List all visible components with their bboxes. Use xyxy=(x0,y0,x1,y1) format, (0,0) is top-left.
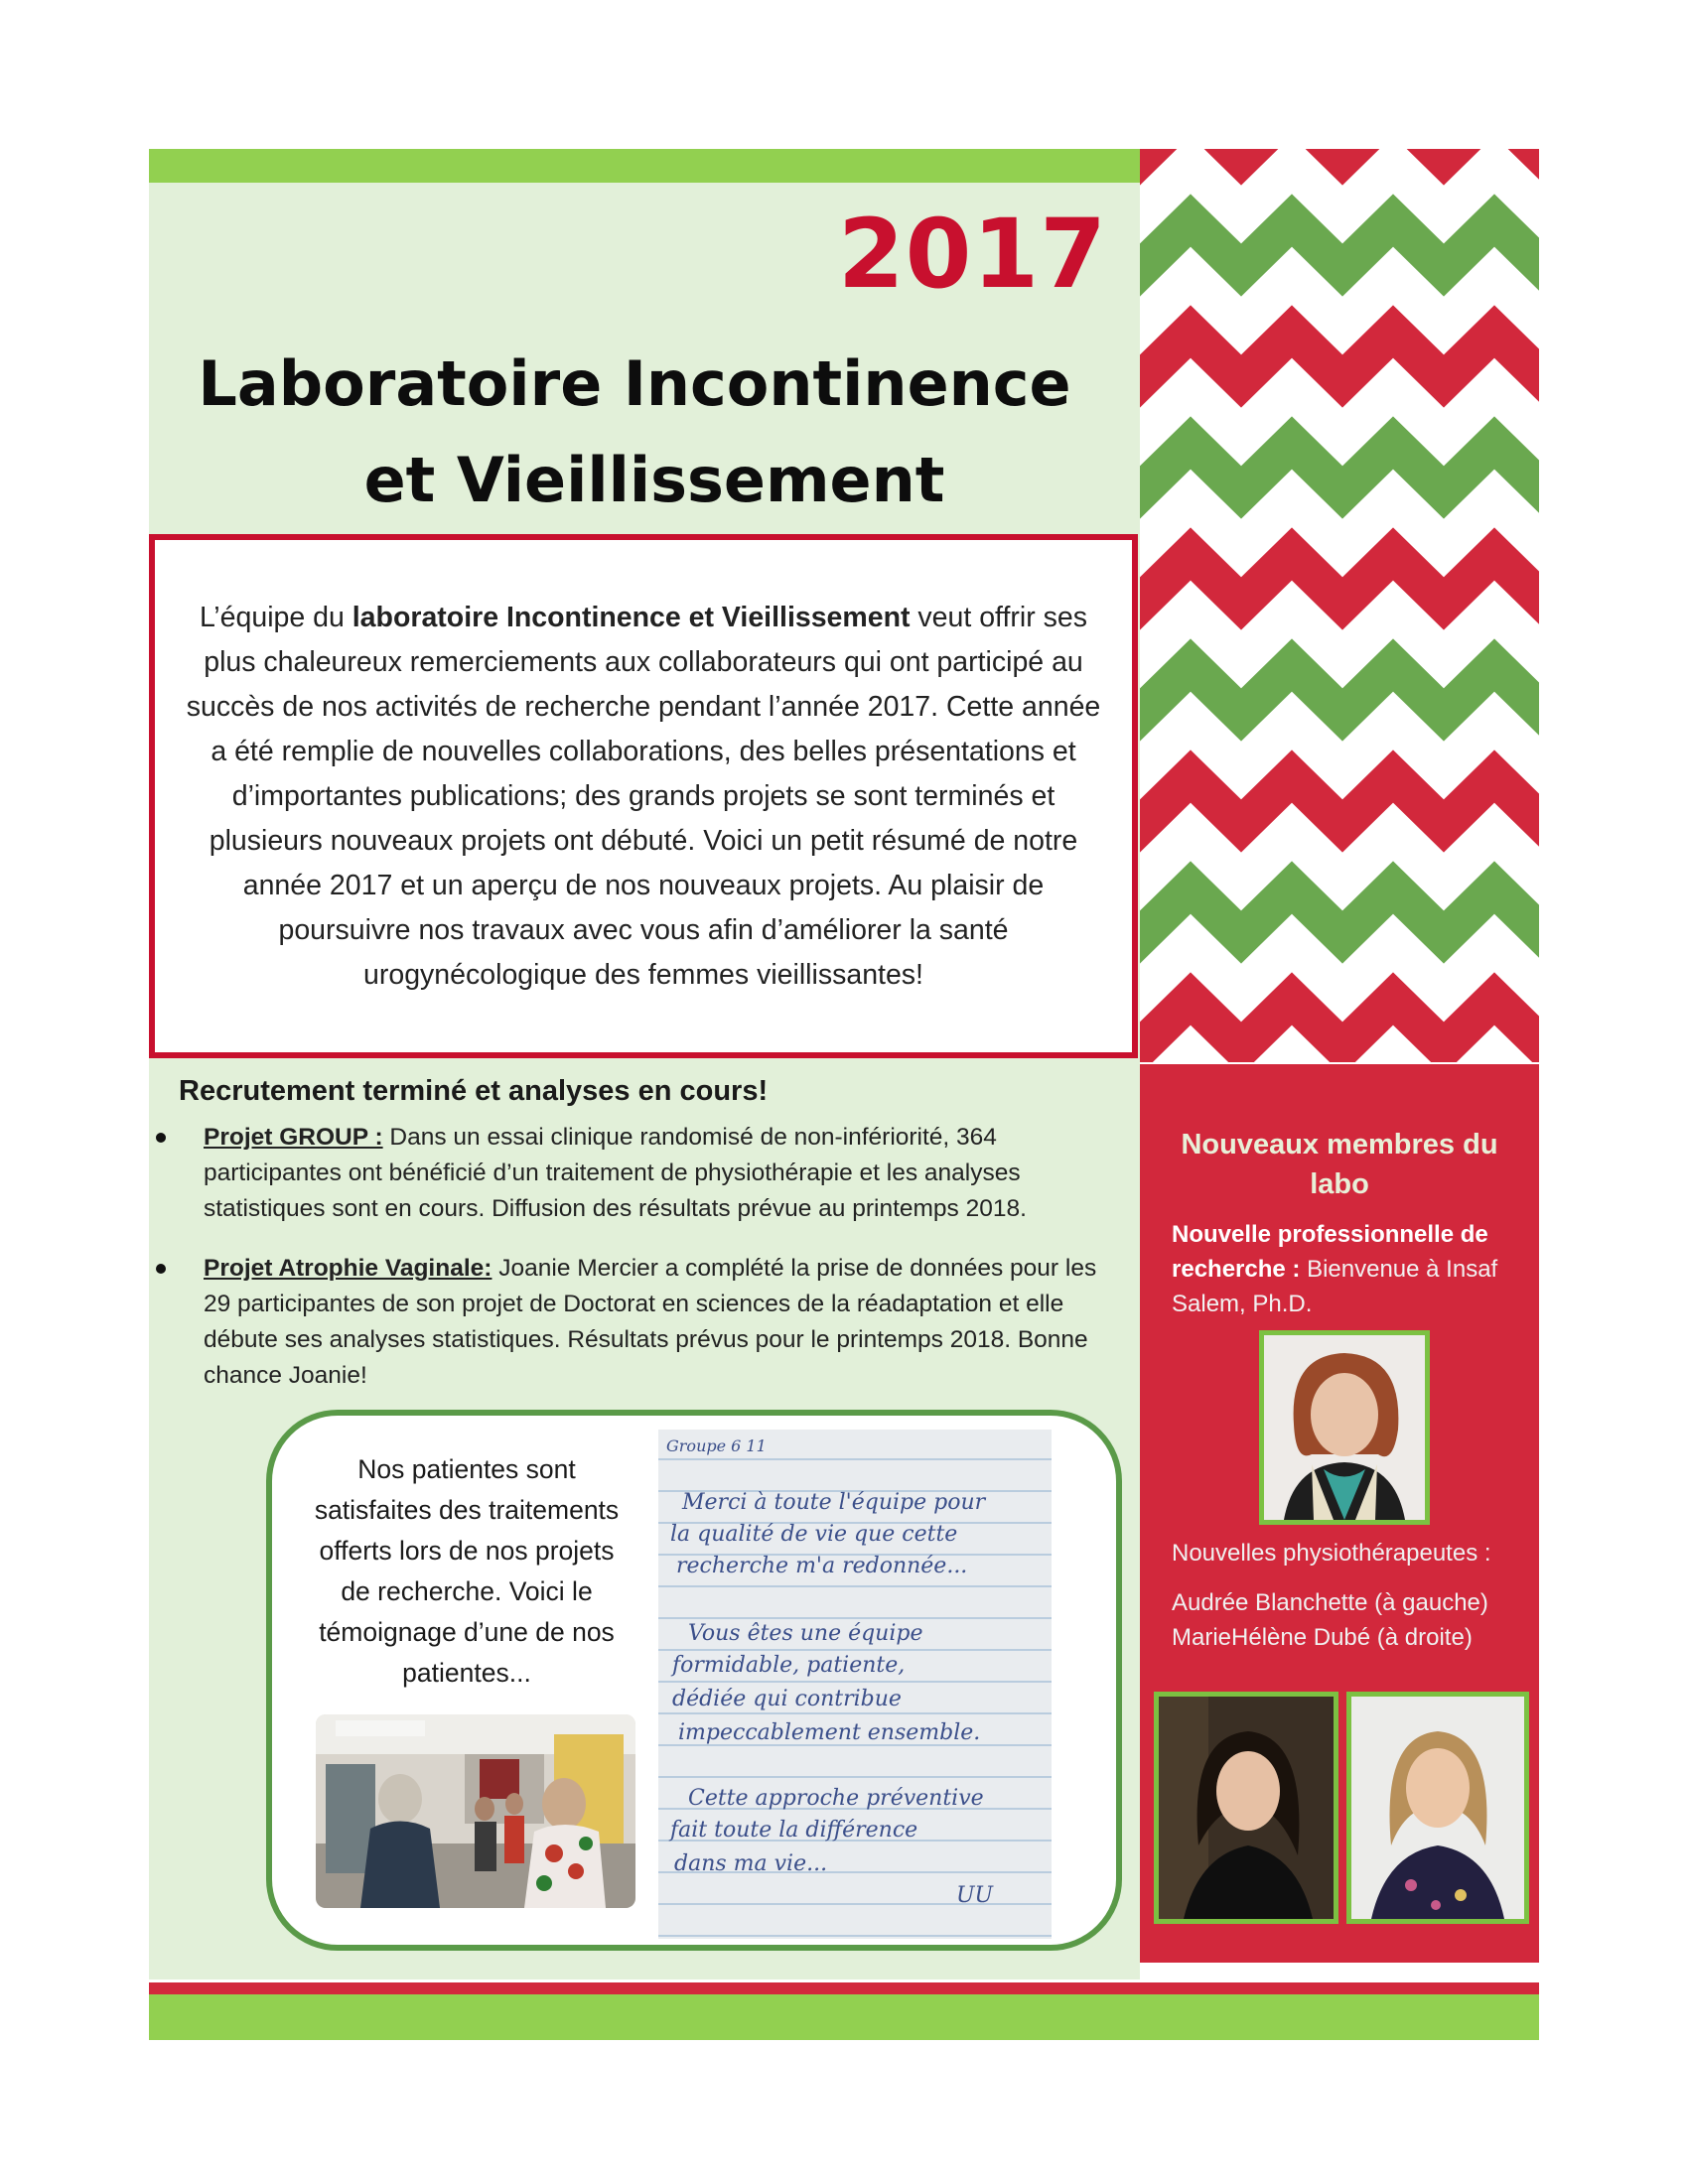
intro-text-end: veut offrir ses plus chaleureux remerciements aux collaborateurs qui ont participé au succès de nos activités de recherche pendant l’année 2017. Cette année a été remplie de nouvelles collaborations, des belles présentations et d’importantes publications; des grands projets se sont terminés et plusieurs nouveaux projets ont débuté. Voici un petit résumé de notre année 2017 et un aperçu de nos nouveaux projets. Au plaisir de poursuivre nos travaux avec vous afin d’améliorer la santé urogynécologique des femmes vieillissantes! xyxy=(186,602,1101,991)
portrait-insaf-salem xyxy=(1259,1330,1430,1525)
research-professional-text xyxy=(1172,1217,1529,1321)
portrait-image xyxy=(1264,1335,1425,1520)
handwritten-line: dans ma vie... xyxy=(674,1851,828,1876)
handwritten-line: Groupe 6 11 xyxy=(666,1436,767,1455)
project-label: Projet GROUP : xyxy=(204,1124,383,1151)
intro-lab-name: laboratoire Incontinence et Vieillissement xyxy=(352,602,911,633)
intro-text-start: L’équipe du xyxy=(200,602,352,633)
list-item xyxy=(154,1120,1127,1227)
research-pro-name: Bienvenue à Insaf Salem, Ph.D. xyxy=(1172,1256,1498,1317)
handwritten-line: fait toute la différence xyxy=(670,1818,918,1843)
page-title xyxy=(149,336,1140,528)
list-item xyxy=(154,1251,1127,1394)
new-members-title: Nouveaux membres du labo xyxy=(1181,1129,1498,1200)
handwritten-line: dédiée qui contribue xyxy=(672,1687,902,1711)
handwritten-line: UU xyxy=(956,1883,994,1908)
top-green-bar xyxy=(149,149,1140,183)
project-label: Projet Atrophie Vaginale: xyxy=(204,1255,492,1282)
portrait-image xyxy=(1351,1697,1524,1919)
title-line-1: Laboratoire Incontinence xyxy=(198,347,1071,420)
intro-box xyxy=(149,534,1138,1058)
bullet-icon xyxy=(156,1133,166,1143)
handwritten-line: recherche m'a redonnée... xyxy=(676,1554,968,1578)
chevron-pattern xyxy=(1140,149,1539,1062)
bottom-green-bar xyxy=(149,1994,1539,2040)
handwritten-line: Vous êtes une équipe xyxy=(688,1621,923,1646)
year-heading: 2017 xyxy=(837,199,1107,310)
handwritten-line: Cette approche préventive xyxy=(688,1786,984,1811)
handwritten-line: impeccablement ensemble. xyxy=(678,1720,981,1745)
group-exercise-photo xyxy=(316,1714,635,1908)
handwritten-testimonial-note xyxy=(658,1430,1052,1939)
handwritten-line: Merci à toute l'équipe pour xyxy=(682,1490,986,1515)
recruitment-title: Recrutement terminé et analyses en cours! xyxy=(179,1075,769,1107)
portrait-audree-blanchette xyxy=(1154,1692,1338,1924)
portrait-mariehelene-dube xyxy=(1346,1692,1529,1924)
project-description: Joanie Mercier a complété la prise de données pour les 29 participantes de son projet de Doctorat en sciences de la réadaptation et elle débute ses analyses statistiques. Résultats prévus pour le printemps 2018. Bonne chance Joanie! xyxy=(204,1255,1097,1389)
physiotherapists-label: Nouvelles physiothérapeutes : xyxy=(1172,1540,1491,1567)
research-pro-label: Nouvelle professionnelle de recherche : xyxy=(1172,1221,1488,1283)
intro-paragraph xyxy=(175,596,1112,998)
testimonial-text: Nos patientes sont satisfaites des traitements offerts lors de nos projets de recherche. Voici le témoignage d’une de nos patientes... xyxy=(314,1454,620,1688)
bullet-icon xyxy=(156,1264,166,1274)
title-line-2: et Vieillissement xyxy=(363,444,945,516)
portrait-image xyxy=(1159,1697,1334,1919)
handwritten-line: la qualité de vie que cette xyxy=(670,1522,958,1547)
physiotherapists-names: Audrée Blanchette (à gauche) MarieHélène Dubé (à droite) xyxy=(1172,1589,1488,1651)
bottom-red-bar xyxy=(149,1982,1539,1994)
handwritten-line: formidable, patiente, xyxy=(672,1653,906,1678)
project-description: Dans un essai clinique randomisé de non-infériorité, 364 participantes ont bénéficié d’un traitement de physiothérapie et les analyses statistiques sont en cours. Diffusion des résultats prévue au printemps 2018. xyxy=(204,1124,1027,1222)
